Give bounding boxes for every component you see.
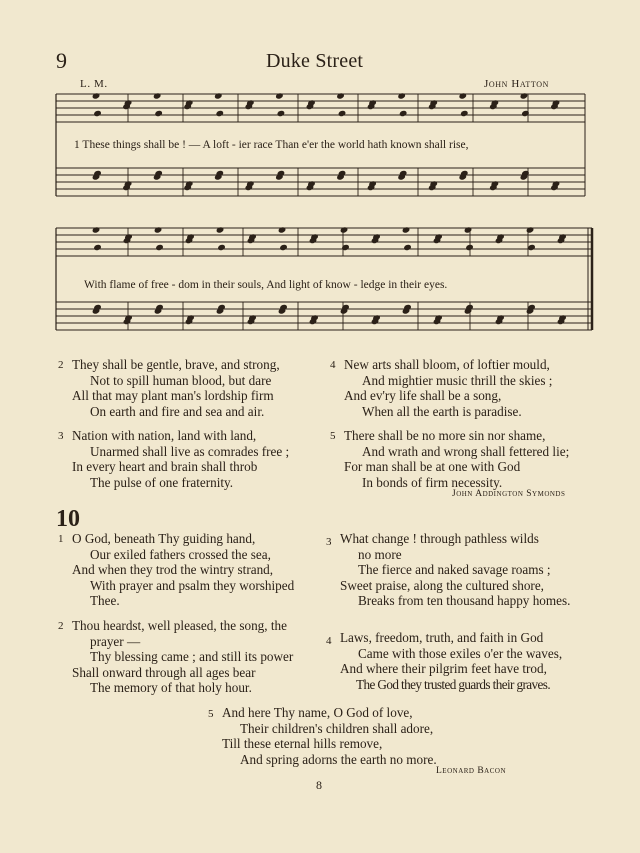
verse-line: New arts shall bloom, of loftier mould, — [344, 357, 550, 372]
note-head — [397, 92, 406, 99]
verse-line: With prayer and psalm they worshiped — [90, 577, 295, 593]
note-head — [336, 92, 345, 99]
verse-line: On earth and fire and sea and air. — [90, 403, 265, 419]
meter-label: L. M. — [80, 78, 108, 90]
note-head — [217, 244, 226, 251]
stanza-5 — [208, 705, 512, 767]
verse-line: In bonds of firm necessity. — [362, 474, 503, 490]
note-head — [92, 226, 101, 233]
note-head — [458, 92, 467, 99]
note-head — [338, 110, 347, 117]
note-head — [93, 110, 102, 117]
lyrics-line-1: 1 These things shall be ! — A loft - ier race Than e'er the world hath known shall rise, — [74, 139, 469, 151]
note-head — [154, 110, 163, 117]
verse-line: And ev'ry life shall be a song, — [344, 388, 502, 403]
verse-line: Unarmed shall live as comrades free ; — [90, 443, 290, 459]
verse-line: The memory of that holy hour. — [90, 680, 252, 695]
note-head — [465, 244, 474, 251]
verse-line: Their children's children shall adore, — [240, 720, 434, 736]
verse-line: In every heart and brain shall throb — [72, 459, 258, 474]
verse-line: Our exiled fathers crossed the sea, — [90, 546, 271, 562]
verse-line: They shall be gentle, brave, and strong, — [72, 357, 280, 372]
verse-line: Laws, freedom, truth, and faith in God — [340, 630, 544, 645]
verse-line: When all the earth is paradise. — [362, 403, 522, 419]
verse-line: Not to spill human blood, but dare — [90, 372, 272, 388]
verse-line: Came with those exiles o'er the waves, — [358, 645, 563, 661]
lyrics-line-2: With flame of free - dom in their souls, And light of know - ledge in their eyes. — [84, 279, 448, 291]
note-head — [93, 244, 102, 251]
verse-line: There shall be no more sin nor shame, — [344, 428, 546, 443]
note-head — [278, 226, 287, 233]
stanza-number: 5 — [330, 430, 336, 442]
note-head — [527, 244, 536, 251]
verse-line: And when they trod the wintry strand, — [72, 562, 274, 577]
stanza-3 — [58, 428, 332, 490]
note-head — [520, 92, 529, 99]
note-head — [277, 110, 286, 117]
note-head — [399, 110, 408, 117]
note-head — [402, 226, 411, 233]
hymn-number: 10 — [56, 506, 80, 532]
verse-line: The God they trusted guards their graves. — [356, 676, 551, 692]
stanza-4 — [326, 630, 620, 692]
note-head — [464, 226, 473, 233]
stanza-3 — [326, 531, 620, 609]
note-head — [341, 244, 350, 251]
verse-line: Thy blessing came ; and still its power — [90, 649, 294, 664]
stanza-number: 3 — [326, 536, 332, 548]
author-credit: John Addington Symonds — [452, 489, 566, 499]
verse-line: And spring adorns the earth no more. — [240, 751, 437, 767]
stanza-number: 2 — [58, 359, 64, 371]
note-head — [215, 110, 224, 117]
composer-name: John Hatton — [484, 78, 549, 90]
note-head — [460, 110, 469, 117]
note-head — [275, 92, 284, 99]
verse-line: The pulse of one fraternity. — [90, 474, 234, 490]
verse-line: What change ! through pathless wilds — [340, 531, 539, 546]
verse-line: Thou heardst, well pleased, the song, the — [72, 618, 287, 633]
stanza-1 — [58, 531, 332, 609]
verse-line: All that may plant man's lordship firm — [72, 388, 274, 403]
verse-line: The fierce and naked savage roams ; — [358, 562, 551, 577]
stanza-2 — [58, 618, 332, 696]
verse-line: And wrath and wrong shall fettered lie; — [362, 443, 570, 459]
stanza-number: 2 — [58, 620, 64, 632]
author-credit: Leonard Bacon — [436, 766, 507, 776]
verse-line: Sweet praise, along the cultured shore, — [340, 577, 544, 593]
verse-line: For man shall be at one with God — [344, 459, 521, 474]
stanza-4 — [330, 357, 614, 419]
verse-line: Nation with nation, land with land, — [72, 428, 257, 443]
verse-line: And mightier music thrill the skies ; — [362, 372, 553, 388]
verse-line: Shall onward through all ages bear — [72, 664, 256, 680]
verse-line: no more — [358, 546, 402, 562]
verse-line: O God, beneath Thy guiding hand, — [72, 531, 256, 546]
verse-line: prayer — — [90, 633, 141, 649]
stanza-number: 1 — [58, 533, 64, 545]
note-head — [214, 92, 223, 99]
stanza-number: 5 — [208, 708, 214, 720]
note-head — [153, 92, 162, 99]
note-head — [216, 226, 225, 233]
page-number: 8 — [316, 778, 322, 792]
note-head — [340, 226, 349, 233]
note-head — [526, 226, 535, 233]
stanza-2 — [58, 357, 332, 419]
hymn-number: 9 — [56, 48, 67, 73]
note-head — [279, 244, 288, 251]
stanza-number: 3 — [58, 430, 64, 442]
stanza-number: 4 — [326, 635, 332, 647]
note-head — [403, 244, 412, 251]
verse-line: And here Thy name, O God of love, — [222, 705, 413, 720]
note-head — [155, 244, 164, 251]
note-head — [154, 226, 163, 233]
verse-line: And where their pilgrim feet have trod, — [340, 661, 547, 676]
verse-line: Breaks from ten thousand happy homes. — [358, 593, 571, 608]
hymn-title: Duke Street — [266, 50, 364, 72]
stanza-5 — [330, 428, 614, 490]
verse-line: Till these eternal hills remove, — [222, 736, 383, 751]
stanza-number: 4 — [330, 359, 336, 371]
note-head — [92, 92, 101, 99]
verse-line: Thee. — [90, 593, 120, 608]
